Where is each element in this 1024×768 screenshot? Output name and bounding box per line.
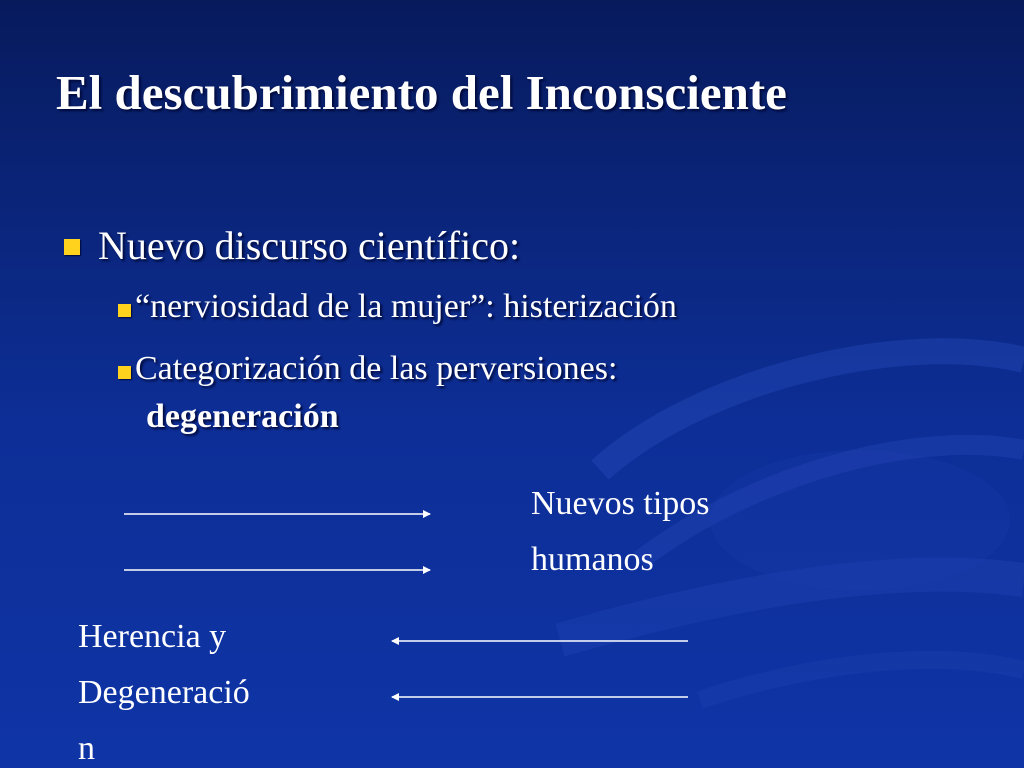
right-label-line-2: humanos: [531, 541, 654, 578]
sub-bullet-2-continuation: degeneración: [146, 398, 339, 435]
main-bullet-text: Nuevo discurso científico:: [98, 223, 521, 268]
sub-bullet-1-text: “nerviosidad de la mujer”: histerización: [135, 288, 677, 325]
left-label-line-2: Degeneració: [78, 674, 250, 711]
left-label-line-3: n: [78, 730, 95, 767]
left-label-line-1: Herencia y: [78, 618, 227, 655]
right-label-line-1: Nuevos tipos: [531, 485, 710, 522]
sub-bullet-2-text: Categorización de las perversiones:: [135, 350, 618, 387]
slide-title: El descubrimiento del Inconsciente: [56, 65, 787, 120]
